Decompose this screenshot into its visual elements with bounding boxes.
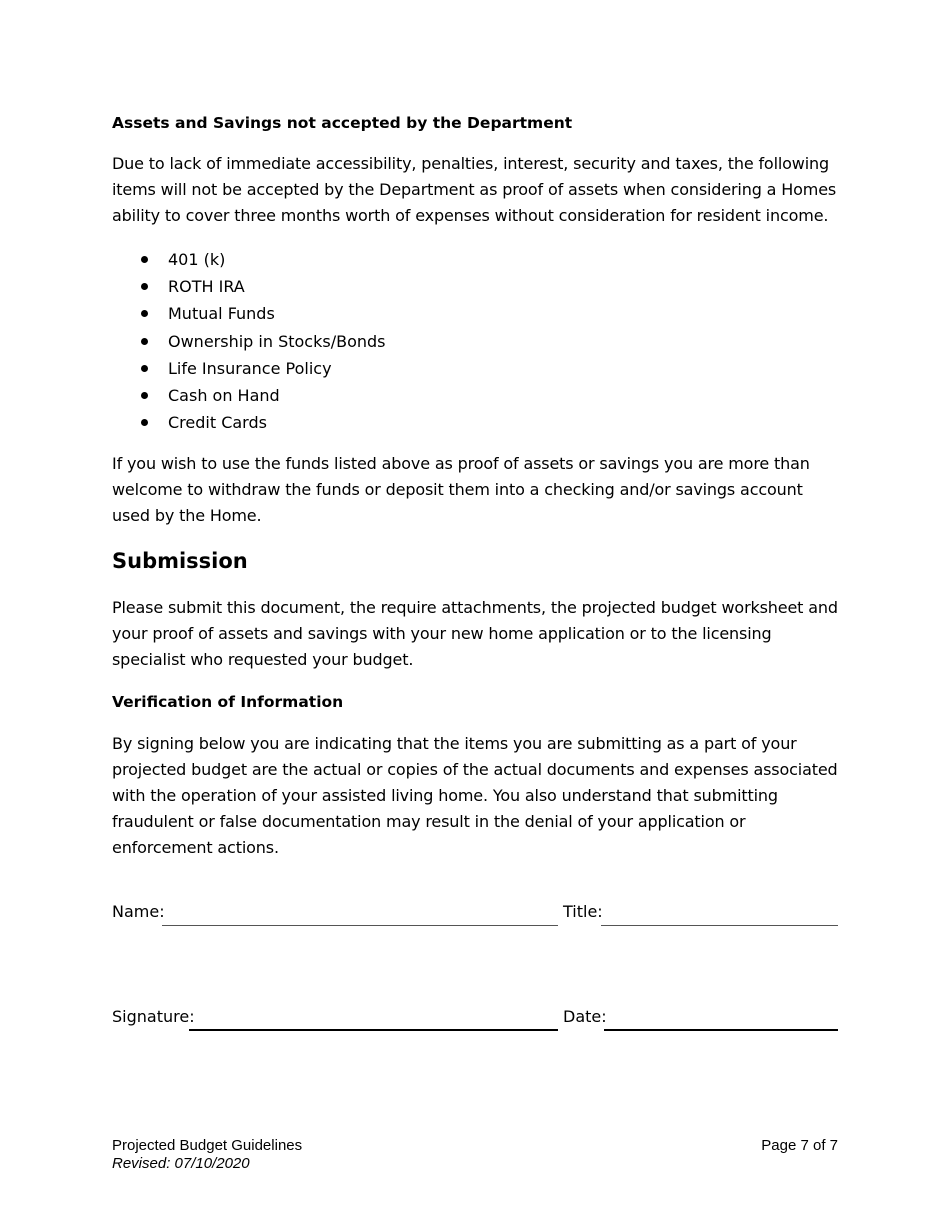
signature-field[interactable] <box>189 1029 558 1031</box>
list-item-label: Life Insurance Policy <box>168 358 332 378</box>
document-page <box>112 0 838 1230</box>
bullet-icon <box>141 392 148 399</box>
list-item-label: Ownership in Stocks/Bonds <box>168 331 386 351</box>
footer-revised-date: Revised: 07/10/2020 <box>112 1155 250 1172</box>
list-item-label: Credit Cards <box>168 413 267 433</box>
list-item-label: Cash on Hand <box>168 385 280 405</box>
list-item <box>112 384 385 411</box>
list-item <box>112 302 385 329</box>
list-item-label: ROTH IRA <box>168 277 245 297</box>
bullet-icon <box>141 256 148 263</box>
bullet-icon <box>141 419 148 426</box>
footer-page-number: Page 7 of 7 <box>761 1137 838 1154</box>
bullet-icon <box>141 338 148 345</box>
title-field[interactable] <box>601 925 838 926</box>
verification-heading: Verification of Information <box>112 693 344 711</box>
list-item <box>112 330 385 357</box>
list-item <box>112 248 385 275</box>
list-item <box>112 357 385 384</box>
excluded-assets-list <box>112 248 385 438</box>
bullet-icon <box>141 310 148 317</box>
assets-intro-paragraph: Due to lack of immediate accessibility, penalties, interest, security and taxes, the following items will not be accepted by the Department as proof of assets when considering a Homes ability to cover three months worth of expenses without consideration for resident income. <box>112 154 837 225</box>
title-label: Title: <box>563 902 603 921</box>
assets-followup-paragraph: If you wish to use the funds listed above as proof of assets or savings you are more than welcome to withdraw the funds or deposit them into a checking and/or savings account used by the Home. <box>112 454 810 525</box>
verification-paragraph: By signing below you are indicating that the items you are submitting as a part of your projected budget are the actual or copies of the actual documents and expenses associated with the operation of your assisted living home. You also understand that submitting fraudulent or false documentation may result in the denial of your application or enforcement actions. <box>112 734 838 857</box>
name-label: Name: <box>112 902 165 921</box>
name-title-row <box>112 900 838 926</box>
list-item-label: 401 (k) <box>168 250 226 269</box>
signature-label: Signature: <box>112 1007 195 1026</box>
date-field[interactable] <box>604 1029 838 1031</box>
date-label: Date: <box>563 1007 607 1026</box>
submission-heading: Submission <box>112 549 248 573</box>
list-item-label: Mutual Funds <box>168 304 275 324</box>
list-item <box>112 411 385 438</box>
submission-paragraph: Please submit this document, the require attachments, the projected budget worksheet and your proof of assets and savings with your new home application or to the licensing specialist who requested your budget. <box>112 598 838 669</box>
footer-doc-title: Projected Budget Guidelines <box>112 1137 303 1154</box>
assets-heading: Assets and Savings not accepted by the Department <box>112 114 573 132</box>
name-field[interactable] <box>162 925 558 926</box>
bullet-icon <box>141 365 148 372</box>
bullet-icon <box>141 283 148 290</box>
signature-date-row <box>112 1005 838 1031</box>
list-item <box>112 275 385 302</box>
